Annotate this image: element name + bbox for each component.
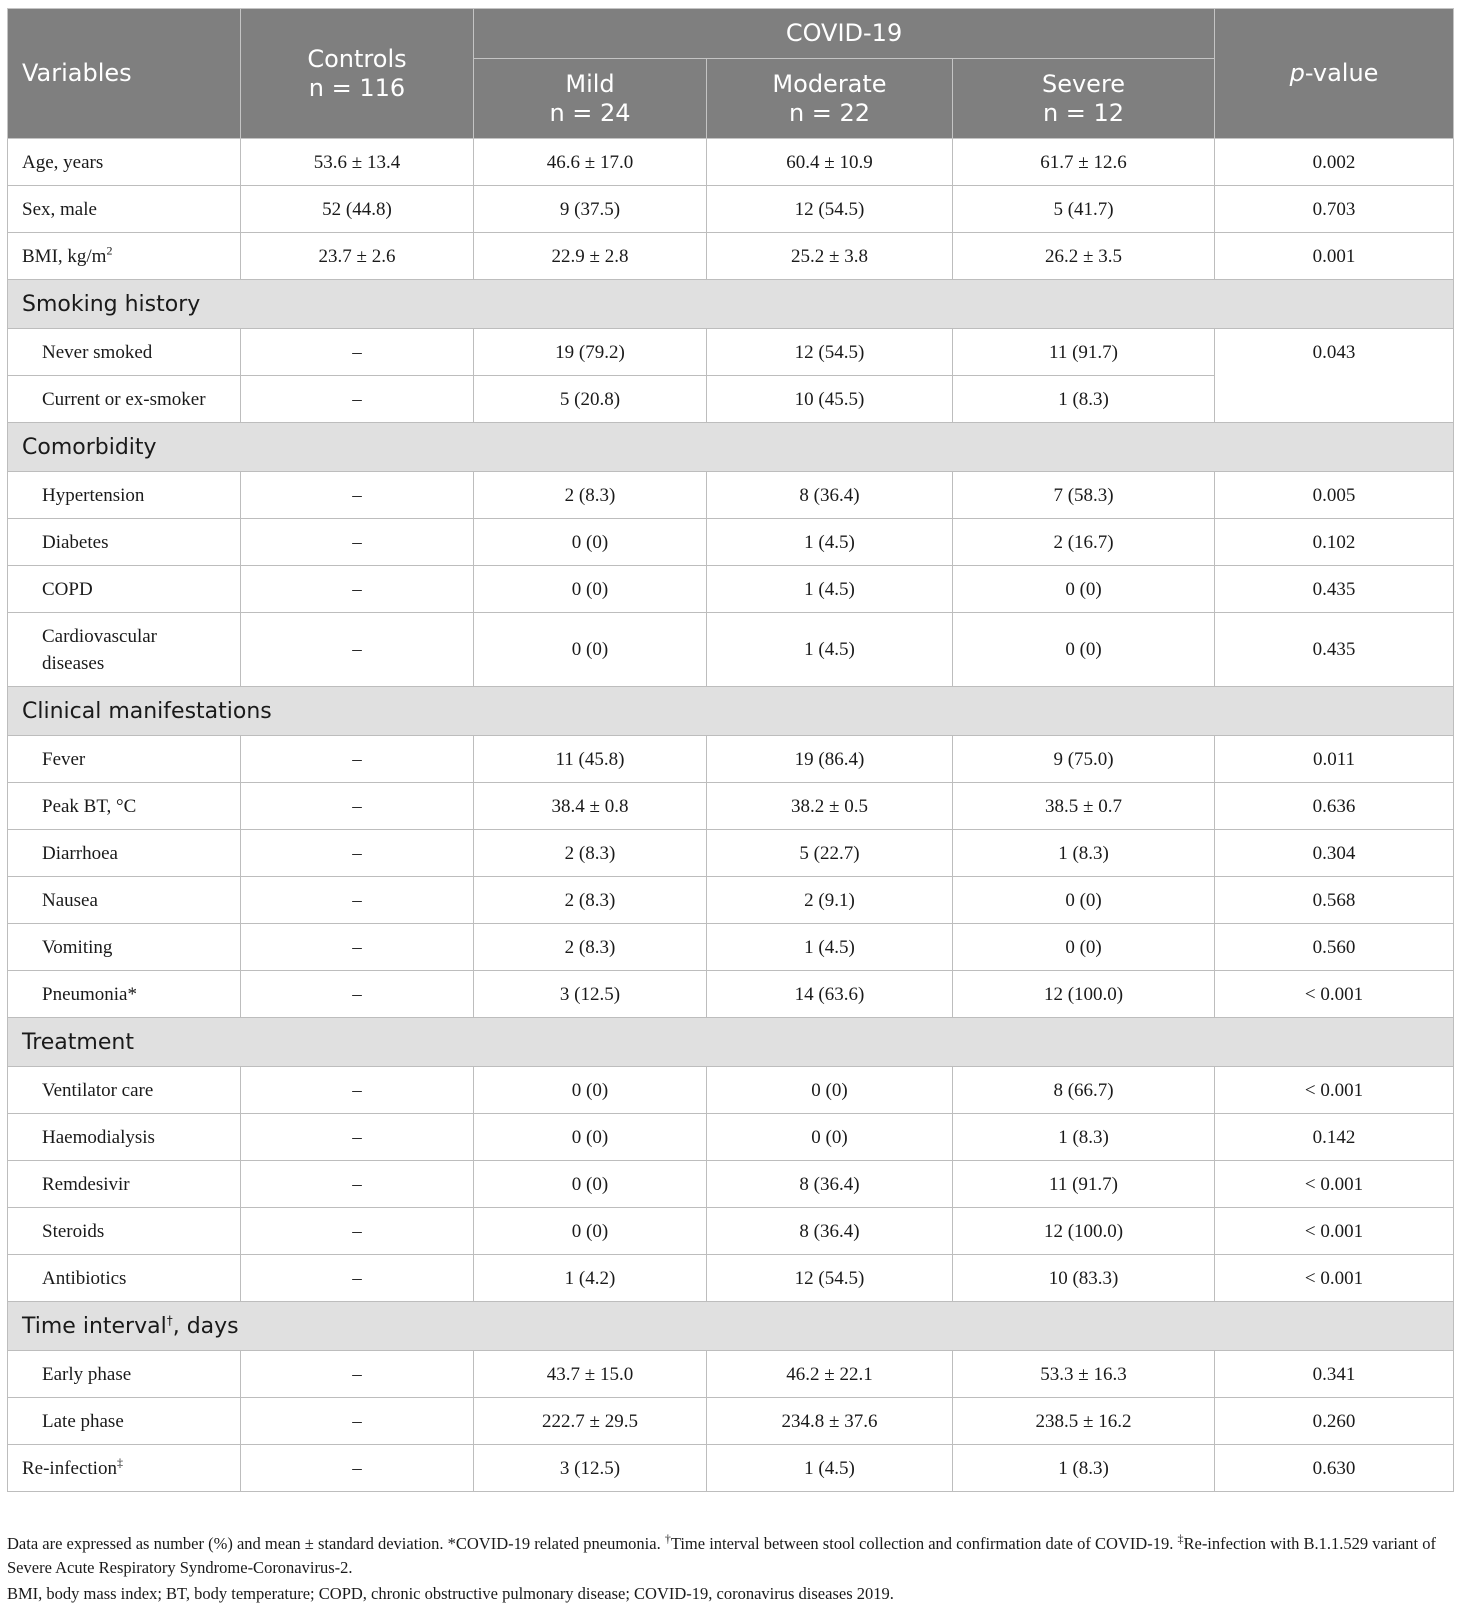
cell-pvalue: < 0.001 bbox=[1215, 1067, 1454, 1114]
row-label-text: Current or ex-smoker bbox=[42, 388, 206, 410]
section-row bbox=[8, 423, 1454, 472]
cell-controls: – bbox=[241, 1351, 474, 1398]
cell-moderate: 8 (36.4) bbox=[707, 1208, 953, 1255]
header-pvalue bbox=[1215, 9, 1454, 139]
cell-controls: – bbox=[241, 924, 474, 971]
table-row bbox=[8, 1445, 1454, 1492]
row-label-text: Early phase bbox=[42, 1363, 132, 1385]
section-row bbox=[8, 280, 1454, 329]
header-covid-group: COVID-19 bbox=[474, 9, 1215, 59]
cell-mild: 2 (8.3) bbox=[474, 830, 707, 877]
cell-controls: – bbox=[241, 830, 474, 877]
cell-moderate: 25.2 ± 3.8 bbox=[707, 233, 953, 280]
table-footnotes bbox=[7, 1532, 1457, 1606]
row-label bbox=[8, 186, 241, 233]
header-variables: Variables bbox=[8, 9, 241, 139]
cell-pvalue: 0.703 bbox=[1215, 186, 1454, 233]
table-row bbox=[8, 329, 1454, 376]
cell-moderate: 19 (86.4) bbox=[707, 736, 953, 783]
footnote-double-dagger: ‡ bbox=[1177, 1531, 1184, 1546]
row-label bbox=[8, 1208, 241, 1255]
row-label bbox=[8, 924, 241, 971]
cell-mild: 222.7 ± 29.5 bbox=[474, 1398, 707, 1445]
table-row bbox=[8, 566, 1454, 613]
row-label bbox=[8, 519, 241, 566]
row-label bbox=[8, 472, 241, 519]
row-label-text: Cardiovascular bbox=[42, 625, 158, 647]
header-pvalue-p: p bbox=[1289, 59, 1305, 87]
row-label bbox=[8, 830, 241, 877]
row-label bbox=[8, 329, 241, 376]
row-label-text-line2: diseases bbox=[42, 652, 105, 674]
cell-moderate: 0 (0) bbox=[707, 1067, 953, 1114]
table-row bbox=[8, 472, 1454, 519]
header-severe bbox=[953, 59, 1215, 139]
cell-mild: 46.6 ± 17.0 bbox=[474, 139, 707, 186]
cell-mild: 2 (8.3) bbox=[474, 924, 707, 971]
footnote-2: BMI, body mass index; BT, body temperature; COPD, chronic obstructive pulmonary disease; COVID-19, coronavirus diseases 2019. bbox=[7, 1584, 894, 1603]
cell-mild: 11 (45.8) bbox=[474, 736, 707, 783]
section-header bbox=[8, 280, 1454, 329]
table-row bbox=[8, 1114, 1454, 1161]
row-label bbox=[8, 1398, 241, 1445]
row-label bbox=[8, 877, 241, 924]
cell-mild: 0 (0) bbox=[474, 566, 707, 613]
cell-severe: 5 (41.7) bbox=[953, 186, 1215, 233]
section-row bbox=[8, 1302, 1454, 1351]
row-label-text: Peak BT, °C bbox=[42, 795, 137, 817]
header-moderate bbox=[707, 59, 953, 139]
cell-controls: – bbox=[241, 472, 474, 519]
data-table bbox=[7, 8, 1454, 1492]
cell-moderate: 1 (4.5) bbox=[707, 613, 953, 687]
cell-severe: 38.5 ± 0.7 bbox=[953, 783, 1215, 830]
table-body bbox=[8, 139, 1454, 1492]
table-row bbox=[8, 1255, 1454, 1302]
cell-controls: – bbox=[241, 376, 474, 423]
cell-severe: 0 (0) bbox=[953, 613, 1215, 687]
cell-severe: 2 (16.7) bbox=[953, 519, 1215, 566]
cell-severe: 0 (0) bbox=[953, 566, 1215, 613]
cell-severe: 0 (0) bbox=[953, 924, 1215, 971]
row-label bbox=[8, 1351, 241, 1398]
cell-moderate: 10 (45.5) bbox=[707, 376, 953, 423]
header-controls bbox=[241, 9, 474, 139]
footnote-1-part-a: Data are expressed as number (%) and mean ± standard deviation. *COVID-19 related pneumonia. bbox=[7, 1534, 665, 1553]
row-label-text: Re-infection bbox=[22, 1457, 117, 1479]
cell-mild: 22.9 ± 2.8 bbox=[474, 233, 707, 280]
header-mild-label: Mild bbox=[565, 69, 615, 98]
cell-moderate: 12 (54.5) bbox=[707, 186, 953, 233]
cell-controls: – bbox=[241, 329, 474, 376]
row-label bbox=[8, 1161, 241, 1208]
cell-mild: 38.4 ± 0.8 bbox=[474, 783, 707, 830]
cell-moderate: 14 (63.6) bbox=[707, 971, 953, 1018]
cell-severe: 11 (91.7) bbox=[953, 1161, 1215, 1208]
cell-controls: – bbox=[241, 1161, 474, 1208]
row-label bbox=[8, 736, 241, 783]
cell-mild: 3 (12.5) bbox=[474, 971, 707, 1018]
row-label bbox=[8, 1255, 241, 1302]
table-row bbox=[8, 736, 1454, 783]
cell-mild: 43.7 ± 15.0 bbox=[474, 1351, 707, 1398]
row-label bbox=[8, 376, 241, 423]
section-header bbox=[8, 1018, 1454, 1067]
row-label-text: Diabetes bbox=[42, 531, 109, 553]
cell-moderate: 2 (9.1) bbox=[707, 877, 953, 924]
cell-pvalue: 0.002 bbox=[1215, 139, 1454, 186]
row-label-text: Diarrhoea bbox=[42, 842, 118, 864]
cell-pvalue: < 0.001 bbox=[1215, 1161, 1454, 1208]
cell-pvalue: < 0.001 bbox=[1215, 1208, 1454, 1255]
cell-pvalue: 0.102 bbox=[1215, 519, 1454, 566]
row-label bbox=[8, 1114, 241, 1161]
cell-pvalue: 0.560 bbox=[1215, 924, 1454, 971]
cell-moderate: 1 (4.5) bbox=[707, 1445, 953, 1492]
table-row bbox=[8, 139, 1454, 186]
table-row bbox=[8, 924, 1454, 971]
header-mild-n: n = 24 bbox=[549, 98, 631, 127]
cell-controls: – bbox=[241, 1208, 474, 1255]
cell-controls: – bbox=[241, 519, 474, 566]
cell-pvalue: 0.630 bbox=[1215, 1445, 1454, 1492]
cell-mild: 0 (0) bbox=[474, 519, 707, 566]
cell-mild: 1 (4.2) bbox=[474, 1255, 707, 1302]
cell-controls: 53.6 ± 13.4 bbox=[241, 139, 474, 186]
cell-pvalue: 0.304 bbox=[1215, 830, 1454, 877]
row-label-text: Never smoked bbox=[42, 341, 153, 363]
footnote-dagger: † bbox=[664, 1531, 671, 1546]
row-label bbox=[8, 783, 241, 830]
cell-mild: 0 (0) bbox=[474, 1208, 707, 1255]
cell-mild: 0 (0) bbox=[474, 613, 707, 687]
cell-severe: 12 (100.0) bbox=[953, 971, 1215, 1018]
table-row bbox=[8, 519, 1454, 566]
cell-controls: 23.7 ± 2.6 bbox=[241, 233, 474, 280]
cell-moderate: 1 (4.5) bbox=[707, 566, 953, 613]
cell-controls: – bbox=[241, 1067, 474, 1114]
cell-pvalue: 0.260 bbox=[1215, 1398, 1454, 1445]
row-label-text: Fever bbox=[42, 748, 86, 770]
row-label-text: COPD bbox=[42, 578, 93, 600]
row-label-text: Pneumonia* bbox=[42, 983, 137, 1005]
row-label-text: Ventilator care bbox=[42, 1079, 154, 1101]
cell-severe: 53.3 ± 16.3 bbox=[953, 1351, 1215, 1398]
cell-moderate: 234.8 ± 37.6 bbox=[707, 1398, 953, 1445]
table-container bbox=[7, 8, 1453, 1492]
cell-mild: 19 (79.2) bbox=[474, 329, 707, 376]
cell-severe: 7 (58.3) bbox=[953, 472, 1215, 519]
footnote-1 bbox=[7, 1532, 1457, 1580]
cell-controls: – bbox=[241, 736, 474, 783]
cell-moderate: 8 (36.4) bbox=[707, 472, 953, 519]
cell-mild: 3 (12.5) bbox=[474, 1445, 707, 1492]
cell-pvalue: 0.142 bbox=[1215, 1114, 1454, 1161]
row-label bbox=[8, 233, 241, 280]
cell-moderate: 60.4 ± 10.9 bbox=[707, 139, 953, 186]
section-label: Comorbidity bbox=[22, 434, 157, 460]
cell-controls: – bbox=[241, 1398, 474, 1445]
cell-severe: 10 (83.3) bbox=[953, 1255, 1215, 1302]
cell-pvalue: 0.341 bbox=[1215, 1351, 1454, 1398]
cell-controls: – bbox=[241, 877, 474, 924]
cell-pvalue: 0.568 bbox=[1215, 877, 1454, 924]
table-row bbox=[8, 1351, 1454, 1398]
row-label-superscript: ‡ bbox=[116, 1455, 123, 1470]
row-label bbox=[8, 613, 241, 687]
cell-severe: 1 (8.3) bbox=[953, 1445, 1215, 1492]
cell-moderate: 38.2 ± 0.5 bbox=[707, 783, 953, 830]
cell-controls: – bbox=[241, 566, 474, 613]
table-row bbox=[8, 613, 1454, 687]
cell-controls: – bbox=[241, 783, 474, 830]
row-label-text: Antibiotics bbox=[42, 1267, 127, 1289]
cell-pvalue: < 0.001 bbox=[1215, 971, 1454, 1018]
section-label: Smoking history bbox=[22, 291, 201, 317]
cell-severe: 9 (75.0) bbox=[953, 736, 1215, 783]
cell-severe: 8 (66.7) bbox=[953, 1067, 1215, 1114]
row-label-text: BMI, kg/m bbox=[22, 245, 107, 267]
table-row bbox=[8, 1208, 1454, 1255]
cell-controls: – bbox=[241, 971, 474, 1018]
header-controls-label: Controls bbox=[307, 44, 407, 73]
cell-pvalue: 0.011 bbox=[1215, 736, 1454, 783]
cell-moderate: 1 (4.5) bbox=[707, 519, 953, 566]
cell-mild: 0 (0) bbox=[474, 1114, 707, 1161]
row-label bbox=[8, 1445, 241, 1492]
cell-mild: 2 (8.3) bbox=[474, 877, 707, 924]
cell-moderate: 12 (54.5) bbox=[707, 1255, 953, 1302]
cell-severe: 238.5 ± 16.2 bbox=[953, 1398, 1215, 1445]
row-label-text: Haemodialysis bbox=[42, 1126, 155, 1148]
row-label-text: Age, years bbox=[22, 151, 104, 173]
cell-controls: – bbox=[241, 1255, 474, 1302]
header-moderate-label: Moderate bbox=[772, 69, 887, 98]
table-header bbox=[8, 9, 1454, 139]
cell-moderate: 8 (36.4) bbox=[707, 1161, 953, 1208]
row-label-text: Hypertension bbox=[42, 484, 145, 506]
row-label bbox=[8, 139, 241, 186]
table-row bbox=[8, 783, 1454, 830]
cell-severe: 1 (8.3) bbox=[953, 376, 1215, 423]
row-label-text: Steroids bbox=[42, 1220, 105, 1242]
table-row bbox=[8, 233, 1454, 280]
table-row bbox=[8, 186, 1454, 233]
cell-controls: – bbox=[241, 613, 474, 687]
cell-pvalue: 0.435 bbox=[1215, 566, 1454, 613]
header-pvalue-rest: -value bbox=[1304, 59, 1379, 87]
section-header bbox=[8, 687, 1454, 736]
row-label-superscript: 2 bbox=[106, 243, 113, 258]
cell-mild: 2 (8.3) bbox=[474, 472, 707, 519]
cell-pvalue: 0.043 bbox=[1215, 329, 1454, 423]
cell-severe: 1 (8.3) bbox=[953, 1114, 1215, 1161]
row-label-text: Vomiting bbox=[42, 936, 113, 958]
section-header bbox=[8, 423, 1454, 472]
header-severe-n: n = 12 bbox=[1042, 98, 1125, 127]
header-mild bbox=[474, 59, 707, 139]
footnote-1-part-c: Re-infection with B.1.1.529 variant of Severe Acute Respiratory Syndrome-Coronavirus-2. bbox=[7, 1534, 1436, 1577]
row-label-text: Remdesivir bbox=[42, 1173, 130, 1195]
table-row bbox=[8, 877, 1454, 924]
section-label-superscript: † bbox=[166, 1313, 173, 1328]
cell-controls: – bbox=[241, 1114, 474, 1161]
table-row bbox=[8, 830, 1454, 877]
section-row bbox=[8, 687, 1454, 736]
cell-severe: 11 (91.7) bbox=[953, 329, 1215, 376]
row-label-text: Sex, male bbox=[22, 198, 97, 220]
cell-pvalue: 0.435 bbox=[1215, 613, 1454, 687]
table-row bbox=[8, 1067, 1454, 1114]
cell-severe: 0 (0) bbox=[953, 877, 1215, 924]
cell-pvalue: 0.001 bbox=[1215, 233, 1454, 280]
header-severe-label: Severe bbox=[1041, 69, 1126, 98]
cell-severe: 1 (8.3) bbox=[953, 830, 1215, 877]
table-row bbox=[8, 1398, 1454, 1445]
cell-pvalue: 0.636 bbox=[1215, 783, 1454, 830]
cell-pvalue: 0.005 bbox=[1215, 472, 1454, 519]
header-controls-n: n = 116 bbox=[308, 73, 406, 102]
row-label-text: Nausea bbox=[42, 889, 98, 911]
cell-moderate: 46.2 ± 22.1 bbox=[707, 1351, 953, 1398]
cell-severe: 61.7 ± 12.6 bbox=[953, 139, 1215, 186]
cell-controls: – bbox=[241, 1445, 474, 1492]
cell-severe: 12 (100.0) bbox=[953, 1208, 1215, 1255]
footnote-1-part-b: Time interval between stool collection and confirmation date of COVID-19. bbox=[670, 1534, 1178, 1553]
table-row bbox=[8, 1161, 1454, 1208]
cell-pvalue: < 0.001 bbox=[1215, 1255, 1454, 1302]
section-label-suffix: , days bbox=[172, 1313, 239, 1339]
cell-moderate: 0 (0) bbox=[707, 1114, 953, 1161]
cell-controls: 52 (44.8) bbox=[241, 186, 474, 233]
cell-mild: 0 (0) bbox=[474, 1161, 707, 1208]
cell-mild: 0 (0) bbox=[474, 1067, 707, 1114]
row-label bbox=[8, 566, 241, 613]
cell-mild: 5 (20.8) bbox=[474, 376, 707, 423]
table-row bbox=[8, 971, 1454, 1018]
section-label: Treatment bbox=[22, 1029, 134, 1055]
cell-moderate: 1 (4.5) bbox=[707, 924, 953, 971]
cell-severe: 26.2 ± 3.5 bbox=[953, 233, 1215, 280]
row-label bbox=[8, 1067, 241, 1114]
section-label: Clinical manifestations bbox=[22, 698, 272, 724]
cell-moderate: 5 (22.7) bbox=[707, 830, 953, 877]
row-label bbox=[8, 971, 241, 1018]
header-moderate-n: n = 22 bbox=[788, 98, 871, 127]
section-label: Time interval bbox=[22, 1313, 167, 1339]
row-label-text: Late phase bbox=[42, 1410, 124, 1432]
section-row bbox=[8, 1018, 1454, 1067]
cell-moderate: 12 (54.5) bbox=[707, 329, 953, 376]
cell-mild: 9 (37.5) bbox=[474, 186, 707, 233]
section-header bbox=[8, 1302, 1454, 1351]
